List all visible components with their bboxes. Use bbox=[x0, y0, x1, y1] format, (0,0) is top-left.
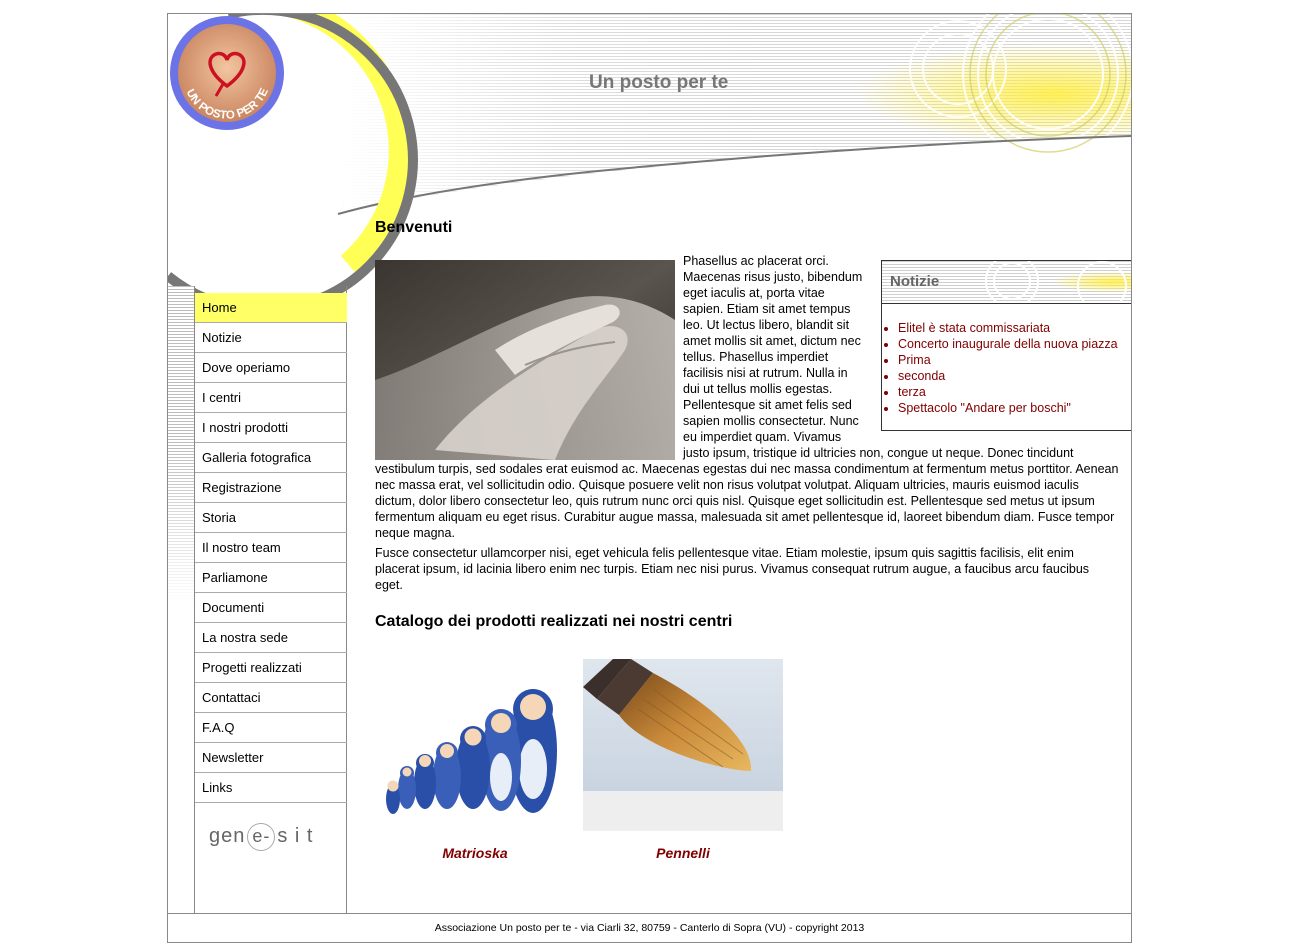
sidebar-item-newsletter[interactable]: Newsletter bbox=[195, 743, 347, 773]
product-gallery bbox=[375, 631, 1120, 871]
sidebar-item-sede[interactable]: La nostra sede bbox=[195, 623, 347, 653]
sidebar-item-team[interactable]: Il nostro team bbox=[195, 533, 347, 563]
sidebar bbox=[194, 286, 347, 913]
news-item[interactable]: • Elitel è stata commissariata bbox=[898, 320, 1132, 336]
partner-logo-part: gen bbox=[209, 825, 246, 847]
news-item[interactable]: • terza bbox=[898, 384, 1132, 400]
sidebar-item-progetti[interactable]: Progetti realizzati bbox=[195, 653, 347, 683]
news-item[interactable]: • Prima bbox=[898, 352, 1132, 368]
partner-logo[interactable] bbox=[209, 823, 314, 851]
footer: Associazione Un posto per te - via Ciarli 32, 80759 - Canterlo di Sopra (VU) - copyright 2013 bbox=[168, 913, 1131, 943]
main-content bbox=[375, 219, 1120, 871]
site-logo[interactable] bbox=[168, 14, 286, 132]
sidebar-item-storia[interactable]: Storia bbox=[195, 503, 347, 533]
site-title: Un posto per te bbox=[589, 72, 729, 93]
sidebar-item-contattaci[interactable]: Contattaci bbox=[195, 683, 347, 713]
news-item[interactable]: • Concerto inaugurale della nuova piazza bbox=[898, 336, 1132, 352]
second-paragraph: Fusce consectetur ullamcorper nisi, eget vehicula felis pellentesque vitae. Etiam molestie, ipsum quis sagittis facilisis, elit enim placerat ipsum, id lacinia libero enim nec turpis. Etiam nec nisi purus. Vivamus consequat rutrum augue, a faucibus arcu faucibus eget. bbox=[375, 546, 1090, 592]
catalog-title: Catalogo dei prodotti realizzati nei nostri centri bbox=[375, 613, 733, 630]
news-item[interactable]: • Spettacolo "Andare per boschi" bbox=[898, 400, 1132, 416]
news-box bbox=[881, 260, 1132, 431]
sidebar-item-documenti[interactable]: Documenti bbox=[195, 593, 347, 623]
news-list bbox=[882, 320, 1132, 416]
hands-photo bbox=[375, 260, 675, 460]
sidebar-item-home[interactable]: Home bbox=[195, 293, 347, 323]
sidebar-item-notizie[interactable]: Notizie bbox=[195, 323, 347, 353]
sidebar-item-centri[interactable]: I centri bbox=[195, 383, 347, 413]
sidebar-item-links[interactable]: Links bbox=[195, 773, 347, 803]
logo-text: UN POSTO PER TE bbox=[183, 86, 271, 122]
news-item[interactable]: • seconda bbox=[898, 368, 1132, 384]
sidebar-item-registrazione[interactable]: Registrazione bbox=[195, 473, 347, 503]
sidebar-item-faq[interactable]: F.A.Q bbox=[195, 713, 347, 743]
sidebar-item-prodotti[interactable]: I nostri prodotti bbox=[195, 413, 347, 443]
matryoshka-dolls-image[interactable] bbox=[375, 659, 575, 831]
product-card-pennelli[interactable] bbox=[583, 659, 783, 861]
partner-logo-part: e- bbox=[247, 823, 275, 851]
sidebar-item-galleria[interactable]: Galleria fotografica bbox=[195, 443, 347, 473]
sidebar-item-parliamone[interactable]: Parliamone bbox=[195, 563, 347, 593]
product-card-matrioska[interactable] bbox=[375, 659, 575, 861]
header-banner bbox=[168, 14, 1132, 214]
paintbrush-image[interactable] bbox=[583, 659, 783, 831]
sidebar-item-dove-operiamo[interactable]: Dove operiamo bbox=[195, 353, 347, 383]
product-caption-pennelli[interactable]: Pennelli bbox=[656, 845, 710, 861]
page-frame bbox=[167, 13, 1132, 943]
product-caption-matrioska[interactable]: Matrioska bbox=[442, 845, 508, 861]
news-box-header bbox=[882, 261, 1132, 304]
news-box-title: Notizie bbox=[890, 273, 940, 290]
partner-logo-part: s i t bbox=[277, 825, 314, 847]
intro-paragraph: Phasellus ac placerat orci. Maecenas risus justo, bibendum eget iaculis at, porta vitae sapien. Etiam sit amet tempus leo. Ut lectus libero, blandit sit amet mollis sit amet, dictum nec tellus. Phasellus imperdiet facilisis nisi at rutrum. Nulla in dui ut tellus mollis egestas. Pellentesque sit amet felis sed sapien mollis consectetur. Nunc eu imperdiet quam. Vivamus justo ipsum, tristique id ultricies non, congue ut neque. Donec tincidunt vestibulum turpis, sed sodales erat euismod ac. Maecenas egestas dui nec massa condimentum at fermentum metus porttitor. Aenean nec massa erat, vel sollicitudin odio. Quisque posuere velit non risus volutpat volutpat. Aliquam ultricies, mauris euismod iaculis dictum, dolor libero consectetur leo, quis rutrum nunc orci quis nisl. Quisque eget sollicitudin est. Pellentesque sed metus ut ipsum fermentum aliquam eu eget risus. Curabitur augue massa, malesuada sit amet pellentesque id, laoreet bibendum diam. Fusce tempor neque magna. bbox=[375, 254, 1119, 540]
sidebar-stripes-fade bbox=[168, 286, 195, 606]
welcome-title: Benvenuti bbox=[375, 219, 453, 236]
main-menu bbox=[195, 293, 347, 803]
